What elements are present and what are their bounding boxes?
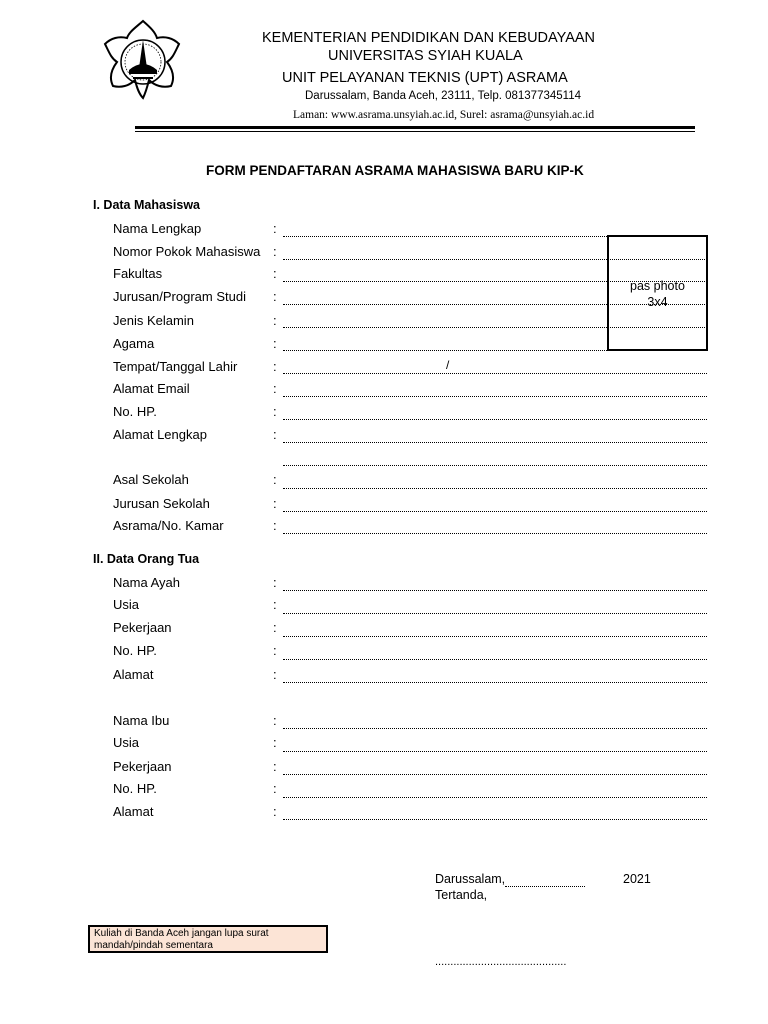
colon: : bbox=[273, 427, 277, 442]
date-separator: / bbox=[446, 358, 450, 372]
signature-name-line[interactable]: ........................................... bbox=[435, 956, 567, 968]
field-label: Agama bbox=[113, 336, 155, 351]
field-label: Tempat/Tanggal Lahir bbox=[113, 359, 238, 374]
colon: : bbox=[273, 221, 277, 236]
input-line-agama[interactable] bbox=[283, 350, 707, 351]
colon: : bbox=[273, 496, 277, 511]
field-label: Nama Lengkap bbox=[113, 221, 202, 236]
input-line-asrama-kamar[interactable] bbox=[283, 533, 707, 534]
colon: : bbox=[273, 575, 277, 590]
photo-size: 3x4 bbox=[647, 295, 668, 309]
input-line-nama-ayah[interactable] bbox=[283, 590, 707, 591]
colon: : bbox=[273, 266, 277, 281]
input-line-alamat-1[interactable] bbox=[283, 442, 707, 443]
photo-box bbox=[607, 235, 708, 351]
field-label: Usia bbox=[113, 597, 140, 612]
input-line-ttl[interactable] bbox=[283, 373, 707, 374]
input-line-alamat-ibu[interactable] bbox=[283, 819, 707, 820]
colon: : bbox=[273, 336, 277, 351]
field-label: Asal Sekolah bbox=[113, 472, 189, 487]
field-label: Jurusan/Program Studi bbox=[113, 289, 246, 304]
input-line-hp-ibu[interactable] bbox=[283, 797, 707, 798]
field-label: Jenis Kelamin bbox=[113, 313, 194, 328]
colon: : bbox=[273, 359, 277, 374]
field-label: Asrama/No. Kamar bbox=[113, 518, 224, 533]
signature-place: Darussalam, bbox=[435, 872, 506, 886]
university-seal-icon bbox=[103, 18, 183, 100]
university-name: UNIVERSITAS SYIAH KUALA bbox=[328, 48, 523, 64]
signature-signed: Tertanda, bbox=[435, 888, 488, 902]
field-label: Pekerjaan bbox=[113, 759, 172, 774]
colon: : bbox=[273, 472, 277, 487]
colon: : bbox=[273, 713, 277, 728]
input-line-alamat-ayah[interactable] bbox=[283, 682, 707, 683]
input-line-email[interactable] bbox=[283, 396, 707, 397]
colon: : bbox=[273, 759, 277, 774]
input-line-fakultas[interactable] bbox=[283, 281, 707, 282]
unit-name: UNIT PELAYANAN TEKNIS (UPT) ASRAMA bbox=[282, 70, 568, 86]
input-line-jurusan-sekolah[interactable] bbox=[283, 511, 707, 512]
input-line-jenis-kelamin[interactable] bbox=[283, 327, 707, 328]
field-label: Nama Ayah bbox=[113, 575, 180, 590]
input-line-usia-ibu[interactable] bbox=[283, 751, 707, 752]
colon: : bbox=[273, 244, 277, 259]
header-web: Laman: www.asrama.unsyiah.ac.id, Surel: asrama@unsyiah.ac.id bbox=[293, 109, 595, 121]
field-label: Jurusan Sekolah bbox=[113, 496, 210, 511]
note-line-2: mandah/pindah sementara bbox=[94, 940, 213, 951]
photo-label: pas photo bbox=[630, 279, 685, 293]
colon: : bbox=[273, 381, 277, 396]
input-line-pekerjaan-ayah[interactable] bbox=[283, 636, 707, 637]
header-address: Darussalam, Banda Aceh, 23111, Telp. 081377345114 bbox=[305, 90, 581, 102]
colon: : bbox=[273, 289, 277, 304]
field-label: No. HP. bbox=[113, 404, 157, 419]
field-label: Usia bbox=[113, 735, 140, 750]
form-title: FORM PENDAFTARAN ASRAMA MAHASISWA BARU KIP-K bbox=[206, 163, 584, 178]
input-line-no-hp[interactable] bbox=[283, 419, 707, 420]
colon: : bbox=[273, 735, 277, 750]
input-line-date[interactable] bbox=[505, 886, 585, 887]
field-label: Alamat bbox=[113, 667, 154, 682]
field-label: No. HP. bbox=[113, 643, 157, 658]
note-line-1: Kuliah di Banda Aceh jangan lupa surat bbox=[94, 928, 269, 939]
signature-year: 2021 bbox=[623, 872, 651, 886]
header-rule-thick bbox=[135, 126, 695, 129]
input-line-usia-ayah[interactable] bbox=[283, 613, 707, 614]
input-line-alamat-2[interactable] bbox=[283, 465, 707, 466]
colon: : bbox=[273, 404, 277, 419]
field-label: Alamat Lengkap bbox=[113, 427, 207, 442]
colon: : bbox=[273, 597, 277, 612]
field-label: Fakultas bbox=[113, 266, 163, 281]
field-label: No. HP. bbox=[113, 781, 157, 796]
colon: : bbox=[273, 804, 277, 819]
colon: : bbox=[273, 781, 277, 796]
colon: : bbox=[273, 620, 277, 635]
field-label: Nomor Pokok Mahasiswa bbox=[113, 244, 261, 259]
colon: : bbox=[273, 643, 277, 658]
input-line-nama-lengkap[interactable] bbox=[283, 236, 707, 237]
input-line-nama-ibu[interactable] bbox=[283, 728, 707, 729]
input-line-asal-sekolah[interactable] bbox=[283, 488, 707, 489]
field-label: Nama Ibu bbox=[113, 713, 170, 728]
colon: : bbox=[273, 313, 277, 328]
field-label: Pekerjaan bbox=[113, 620, 172, 635]
section-2-heading: II. Data Orang Tua bbox=[93, 552, 200, 566]
ministry-name: KEMENTERIAN PENDIDIKAN DAN KEBUDAYAAN bbox=[262, 30, 596, 46]
header-rule-thin bbox=[135, 131, 695, 132]
input-line-pekerjaan-ibu[interactable] bbox=[283, 774, 707, 775]
input-line-hp-ayah[interactable] bbox=[283, 659, 707, 660]
field-label: Alamat Email bbox=[113, 381, 190, 396]
section-1-heading: I. Data Mahasiswa bbox=[93, 198, 200, 212]
input-line-npm[interactable] bbox=[283, 259, 707, 260]
colon: : bbox=[273, 667, 277, 682]
note-box bbox=[88, 925, 328, 953]
input-line-jurusan[interactable] bbox=[283, 304, 707, 305]
colon: : bbox=[273, 518, 277, 533]
field-label: Alamat bbox=[113, 804, 154, 819]
